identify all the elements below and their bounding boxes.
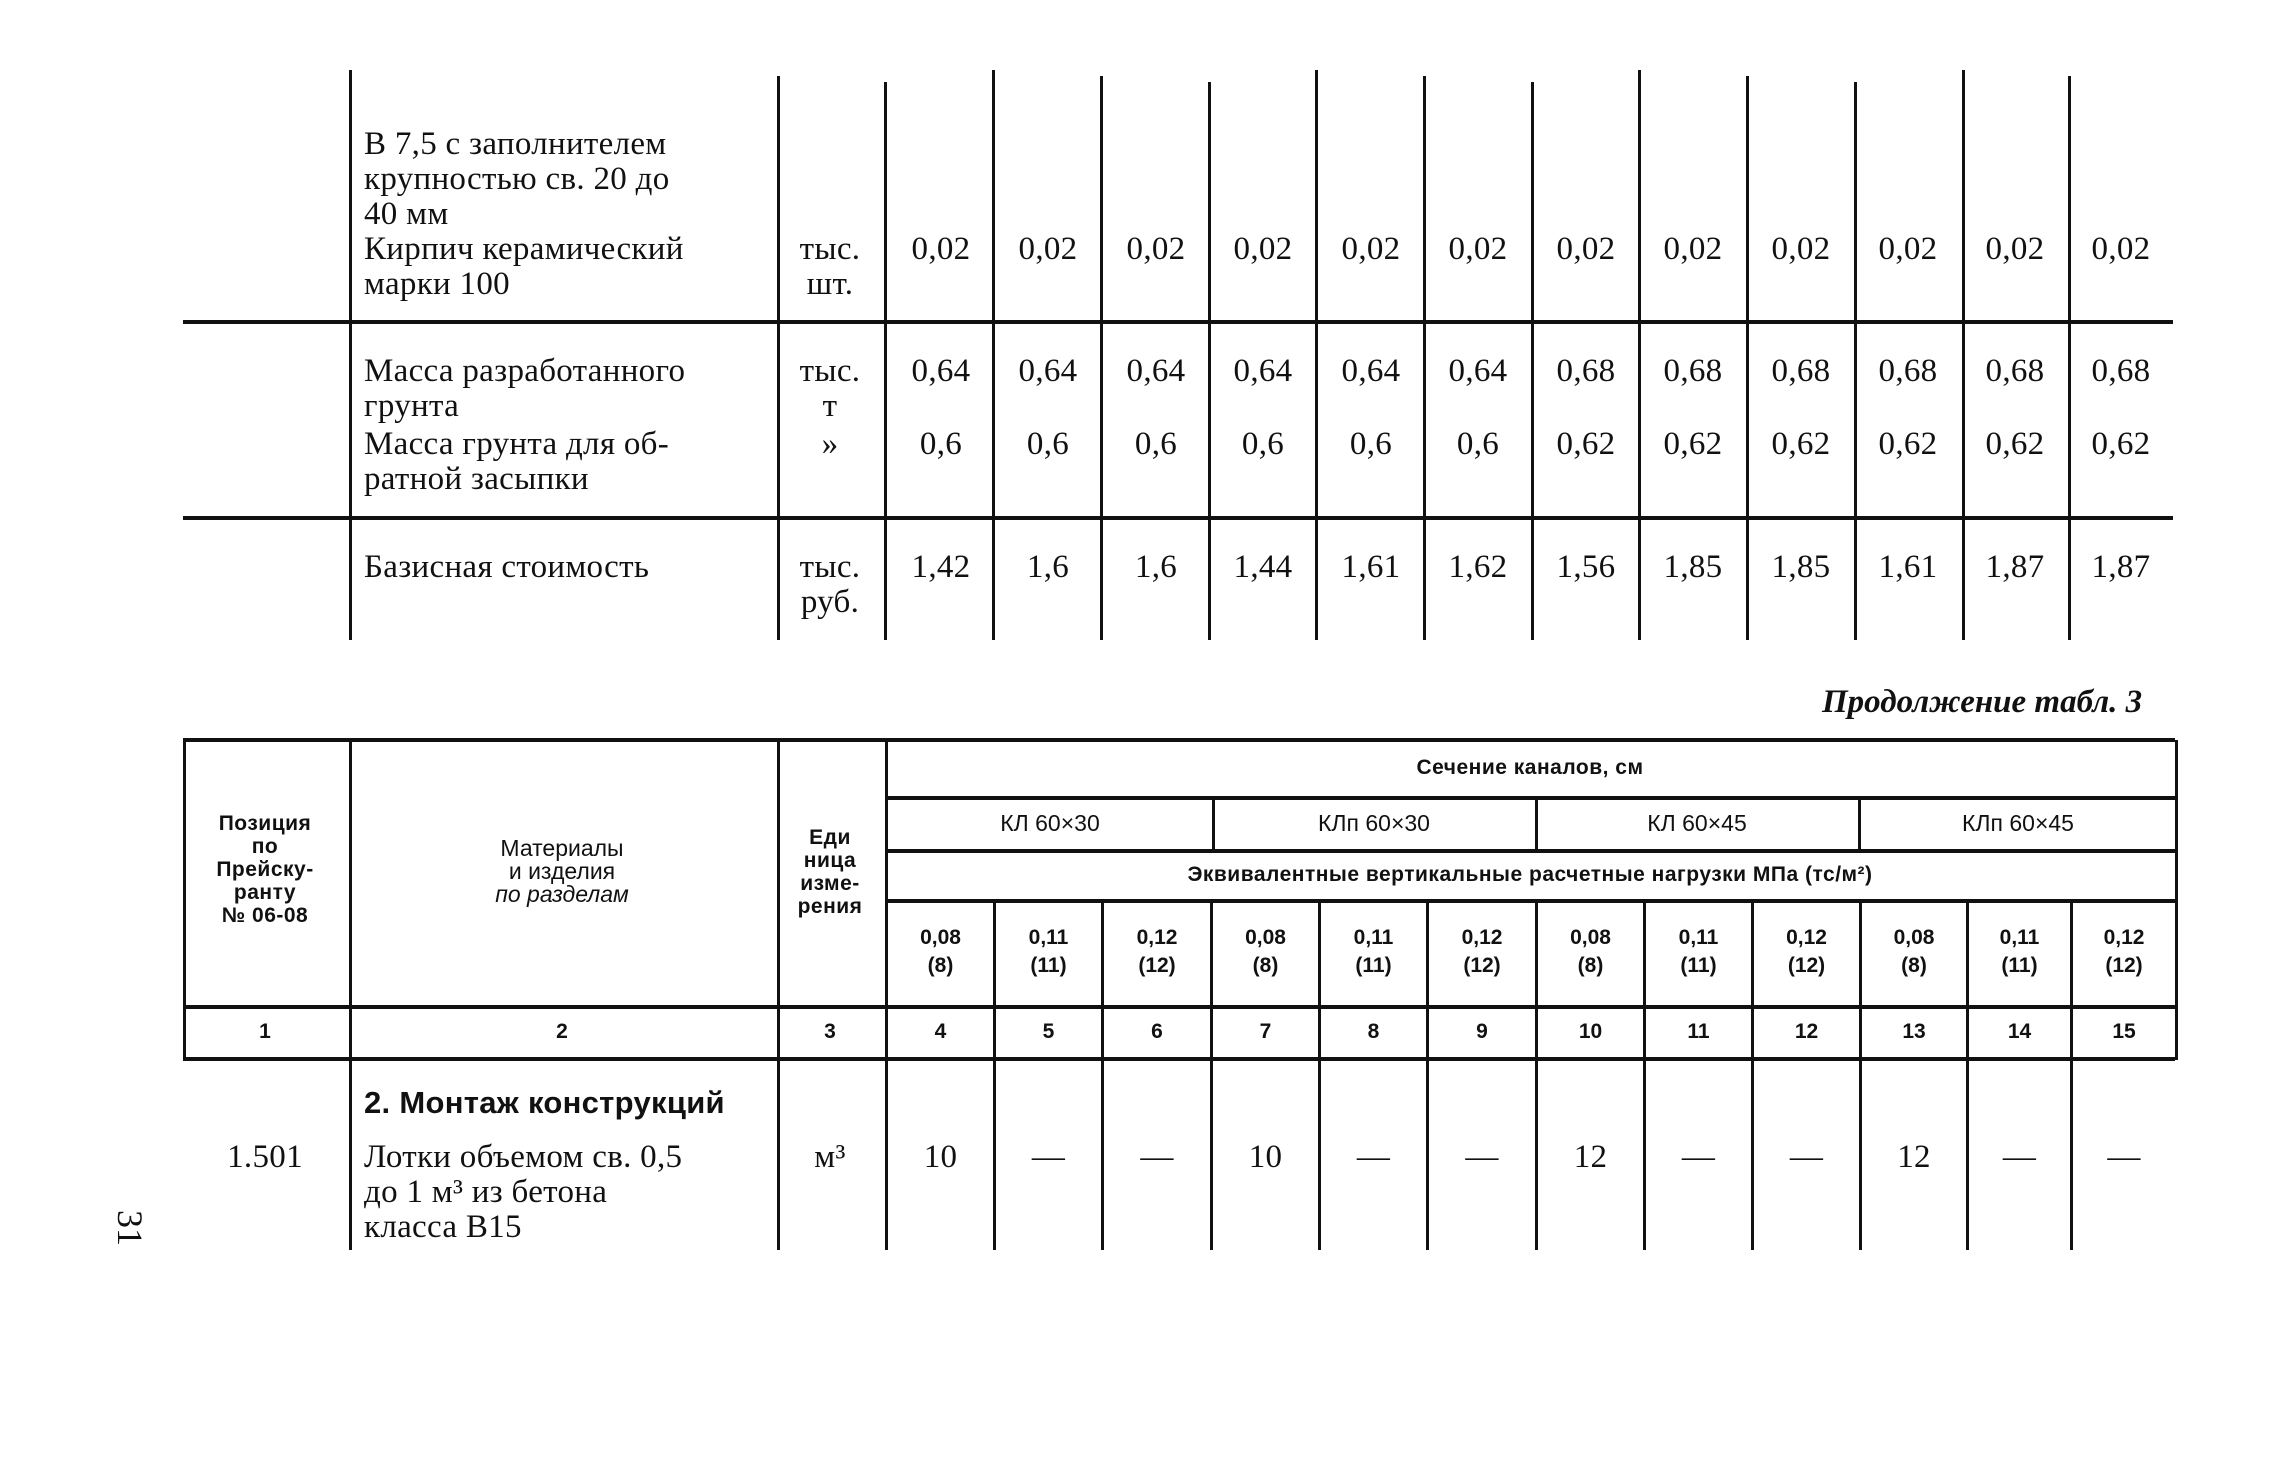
value-cell: 0,6: [919, 426, 963, 462]
material-line: 40 мм: [364, 196, 449, 232]
bottom-table-vline: [1859, 901, 1862, 1250]
header-position: Позиция по Прейску- ранту № 06-08: [216, 812, 314, 927]
value-cell: 0,68: [1985, 353, 2045, 389]
value-cell: 0,68: [1556, 353, 1616, 389]
value-cell: 0,6: [1456, 426, 1500, 462]
bottom-table-vline: [993, 901, 996, 1250]
load-value: 0,12: [1136, 926, 1178, 949]
value-cell: 1,44: [1233, 549, 1293, 585]
value-cell: 0,68: [1663, 353, 1723, 389]
row-value: 12: [1897, 1139, 1931, 1175]
material-line: Масса грунта для об-: [364, 426, 670, 462]
row-material-line: Лотки объемом св. 0,5: [364, 1139, 683, 1175]
value-cell: 1,61: [1878, 549, 1938, 585]
value-cell: 0,02: [911, 231, 971, 267]
load-value-tcm: (8): [927, 954, 954, 977]
value-cell: 0,02: [1985, 231, 2045, 267]
value-cell: 1,85: [1663, 549, 1723, 585]
value-cell: 0,64: [1233, 353, 1293, 389]
material-line: Базисная стоимость: [364, 549, 650, 585]
row-position: 1.501: [227, 1139, 303, 1175]
value-cell: 0,64: [1018, 353, 1078, 389]
load-value-tcm: (11): [1355, 954, 1392, 977]
row-value: —: [2107, 1139, 2141, 1175]
top-table-vline: [884, 82, 887, 640]
row-material-line: класса В15: [364, 1209, 522, 1245]
value-cell: 0,02: [1341, 231, 1401, 267]
top-table-vline: [992, 70, 995, 640]
value-cell: 1,6: [1026, 549, 1070, 585]
column-number: 11: [1687, 1020, 1710, 1043]
row-value: 10: [923, 1139, 958, 1175]
value-cell: 0,6: [1134, 426, 1178, 462]
row-value: —: [1789, 1139, 1824, 1175]
row-value: —: [1356, 1139, 1391, 1175]
value-cell: 0,62: [1771, 426, 1831, 462]
unit-line: тыс.: [799, 353, 861, 389]
unit-line: шт.: [806, 266, 854, 302]
bottom-table-vline: [777, 740, 780, 1250]
row-value: —: [1140, 1139, 1174, 1175]
header-unit: Еди ница изме- рения: [797, 826, 863, 918]
value-cell: 0,64: [1126, 353, 1186, 389]
load-value-tcm: (11): [2001, 954, 2038, 977]
group-separator: [1858, 798, 1861, 851]
value-cell: 0,62: [2091, 426, 2151, 462]
bottom-table-vline: [1426, 901, 1429, 1250]
top-table-vline: [777, 76, 780, 640]
load-value: 0,12: [1786, 926, 1827, 949]
value-cell: 0,62: [1878, 426, 1938, 462]
column-number: 2: [556, 1020, 568, 1043]
top-table-vline: [1100, 76, 1103, 640]
value-cell: 0,64: [911, 353, 971, 389]
load-value: 0,12: [2103, 926, 2145, 949]
material-line: Масса разработанного: [364, 353, 686, 389]
channel-group-klp-60x30: КЛп 60×30: [1318, 810, 1430, 836]
load-value: 0,08: [1893, 926, 1935, 949]
row-value: —: [1031, 1139, 1066, 1175]
column-number: 12: [1794, 1020, 1819, 1043]
load-value-tcm: (12): [2105, 954, 2143, 977]
value-cell: 1,61: [1341, 549, 1401, 585]
value-cell: 0,62: [1556, 426, 1616, 462]
bottom-table-top-rule: [183, 738, 2175, 742]
column-number: 3: [824, 1020, 836, 1043]
value-cell: 0,62: [1985, 426, 2045, 462]
value-cell: 0,02: [1878, 231, 1938, 267]
row-value: —: [1465, 1139, 1499, 1175]
value-cell: 0,02: [1771, 231, 1831, 267]
column-number: 1: [259, 1020, 271, 1043]
column-number: 7: [1259, 1020, 1272, 1043]
bottom-table-vline: [1643, 901, 1646, 1250]
table-caption: Продолжение табл. 3: [1822, 684, 2143, 720]
material-line: крупностью св. 20 до: [364, 161, 670, 197]
top-table-vline: [1854, 82, 1857, 640]
value-cell: 0,6: [1026, 426, 1070, 462]
value-cell: 1,42: [911, 549, 971, 585]
load-title-rule: [885, 899, 2175, 903]
header-materials: Материалы и изделия по разделам: [495, 835, 629, 907]
column-number: 10: [1578, 1020, 1603, 1043]
channel-group-klp-60x45: КЛп 60×45: [1962, 810, 2074, 836]
top-table-vline: [1746, 76, 1749, 640]
top-table-vline: [1315, 70, 1318, 640]
bottom-table-vline: [1101, 901, 1104, 1250]
channel-group-kl-60x45: КЛ 60×45: [1647, 810, 1747, 836]
column-number: 14: [2007, 1020, 2032, 1043]
value-cell: 1,87: [1985, 549, 2045, 585]
load-value-tcm: (11): [1680, 954, 1717, 977]
value-cell: 0,02: [1448, 231, 1508, 267]
value-cell: 0,6: [1241, 426, 1285, 462]
column-number: 5: [1042, 1020, 1055, 1043]
top-table-vline: [349, 70, 352, 640]
column-number: 6: [1151, 1020, 1163, 1043]
row-unit: м³: [814, 1139, 846, 1175]
load-value: 0,08: [1570, 926, 1611, 949]
load-value: 0,12: [1461, 926, 1503, 949]
row-value: —: [2002, 1139, 2037, 1175]
top-table-vline: [1962, 70, 1965, 640]
load-value-tcm: (11): [1030, 954, 1067, 977]
bottom-table-vline: [2175, 740, 2178, 1060]
group-separator: [1535, 798, 1538, 851]
value-cell: 0,68: [1878, 353, 1938, 389]
value-cell: 0,64: [1448, 353, 1508, 389]
row-material-line: до 1 м³ из бетона: [364, 1174, 608, 1210]
load-value-tcm: (8): [1901, 954, 1927, 977]
bottom-table-vline: [349, 1060, 352, 1250]
channel-group-kl-60x30: КЛ 60×30: [1000, 810, 1100, 836]
load-value: 0,11: [1999, 926, 2040, 949]
section-heading: 2. Монтаж конструкций: [364, 1085, 725, 1120]
material-line: Кирпич керамический: [364, 231, 684, 267]
group-separator: [1212, 798, 1215, 851]
load-value-tcm: (8): [1252, 954, 1279, 977]
bottom-table-vline: [1318, 901, 1321, 1250]
value-cell: 1,62: [1448, 549, 1508, 585]
load-title: Эквивалентные вертикальные расчетные нагрузки МПа (тс/м²): [1187, 863, 1873, 886]
load-value: 0,08: [920, 926, 961, 949]
load-value: 0,08: [1245, 926, 1286, 949]
value-cell: 0,64: [1341, 353, 1401, 389]
top-table-vline: [2068, 76, 2071, 640]
top-table-vline: [1638, 70, 1641, 640]
top-table-vline: [1531, 82, 1534, 640]
section-title-rule: [885, 796, 2175, 800]
value-cell: 0,68: [1771, 353, 1831, 389]
material-line: В 7,5 с заполнителем: [364, 126, 667, 162]
bottom-table-vline: [885, 740, 888, 1250]
column-numbers-rule: [183, 1057, 2175, 1061]
bottom-table-vline: [1535, 901, 1538, 1250]
load-value-tcm: (12): [1787, 954, 1826, 977]
value-cell: 1,6: [1134, 549, 1178, 585]
value-cell: 0,02: [1663, 231, 1723, 267]
row-value: 12: [1573, 1139, 1608, 1175]
unit-line: руб.: [800, 584, 860, 620]
unit-line: »: [821, 426, 839, 462]
top-table-rule-1: [183, 320, 2173, 324]
page-number: 31: [110, 1210, 150, 1246]
section-title: Сечение каналов, см: [1416, 756, 1644, 779]
unit-line: т: [822, 388, 838, 424]
unit-line: тыс.: [799, 231, 861, 267]
row-value: —: [1681, 1139, 1716, 1175]
value-cell: 0,02: [1556, 231, 1616, 267]
material-line: марки 100: [364, 266, 510, 302]
column-number: 15: [2112, 1020, 2136, 1043]
material-line: грунта: [364, 388, 460, 424]
value-cell: 0,02: [1126, 231, 1186, 267]
load-value: 0,11: [1678, 926, 1719, 949]
value-cell: 0,68: [2091, 353, 2151, 389]
load-value-tcm: (12): [1138, 954, 1176, 977]
top-table-vline: [1208, 82, 1211, 640]
bottom-table-vline: [2070, 901, 2073, 1250]
top-table-vline: [1423, 76, 1426, 640]
column-number: 13: [1902, 1020, 1926, 1043]
material-line: ратной засыпки: [364, 461, 589, 497]
value-cell: 0,02: [1018, 231, 1078, 267]
value-cell: 0,6: [1349, 426, 1393, 462]
load-value-tcm: (8): [1577, 954, 1604, 977]
bottom-table-vline: [1210, 901, 1213, 1250]
load-value: 0,11: [1028, 926, 1069, 949]
value-cell: 0,02: [1233, 231, 1293, 267]
column-number: 8: [1367, 1020, 1380, 1043]
value-cell: 1,85: [1771, 549, 1831, 585]
value-cell: 0,02: [2091, 231, 2151, 267]
top-table-rule-2: [183, 516, 2173, 520]
load-value: 0,11: [1353, 926, 1394, 949]
value-cell: 0,62: [1663, 426, 1723, 462]
unit-line: тыс.: [799, 549, 861, 585]
load-value-tcm: (12): [1463, 954, 1501, 977]
bottom-table-vline: [1751, 901, 1754, 1250]
value-cell: 1,56: [1556, 549, 1616, 585]
header-bottom-rule: [183, 1005, 2175, 1009]
bottom-table-vline: [1966, 901, 1969, 1250]
column-number: 4: [934, 1020, 947, 1043]
column-number: 9: [1476, 1020, 1488, 1043]
value-cell: 1,87: [2091, 549, 2151, 585]
row-value: 10: [1248, 1139, 1283, 1175]
channel-group-rule: [885, 849, 2175, 853]
bottom-table-vline: [183, 740, 186, 1060]
